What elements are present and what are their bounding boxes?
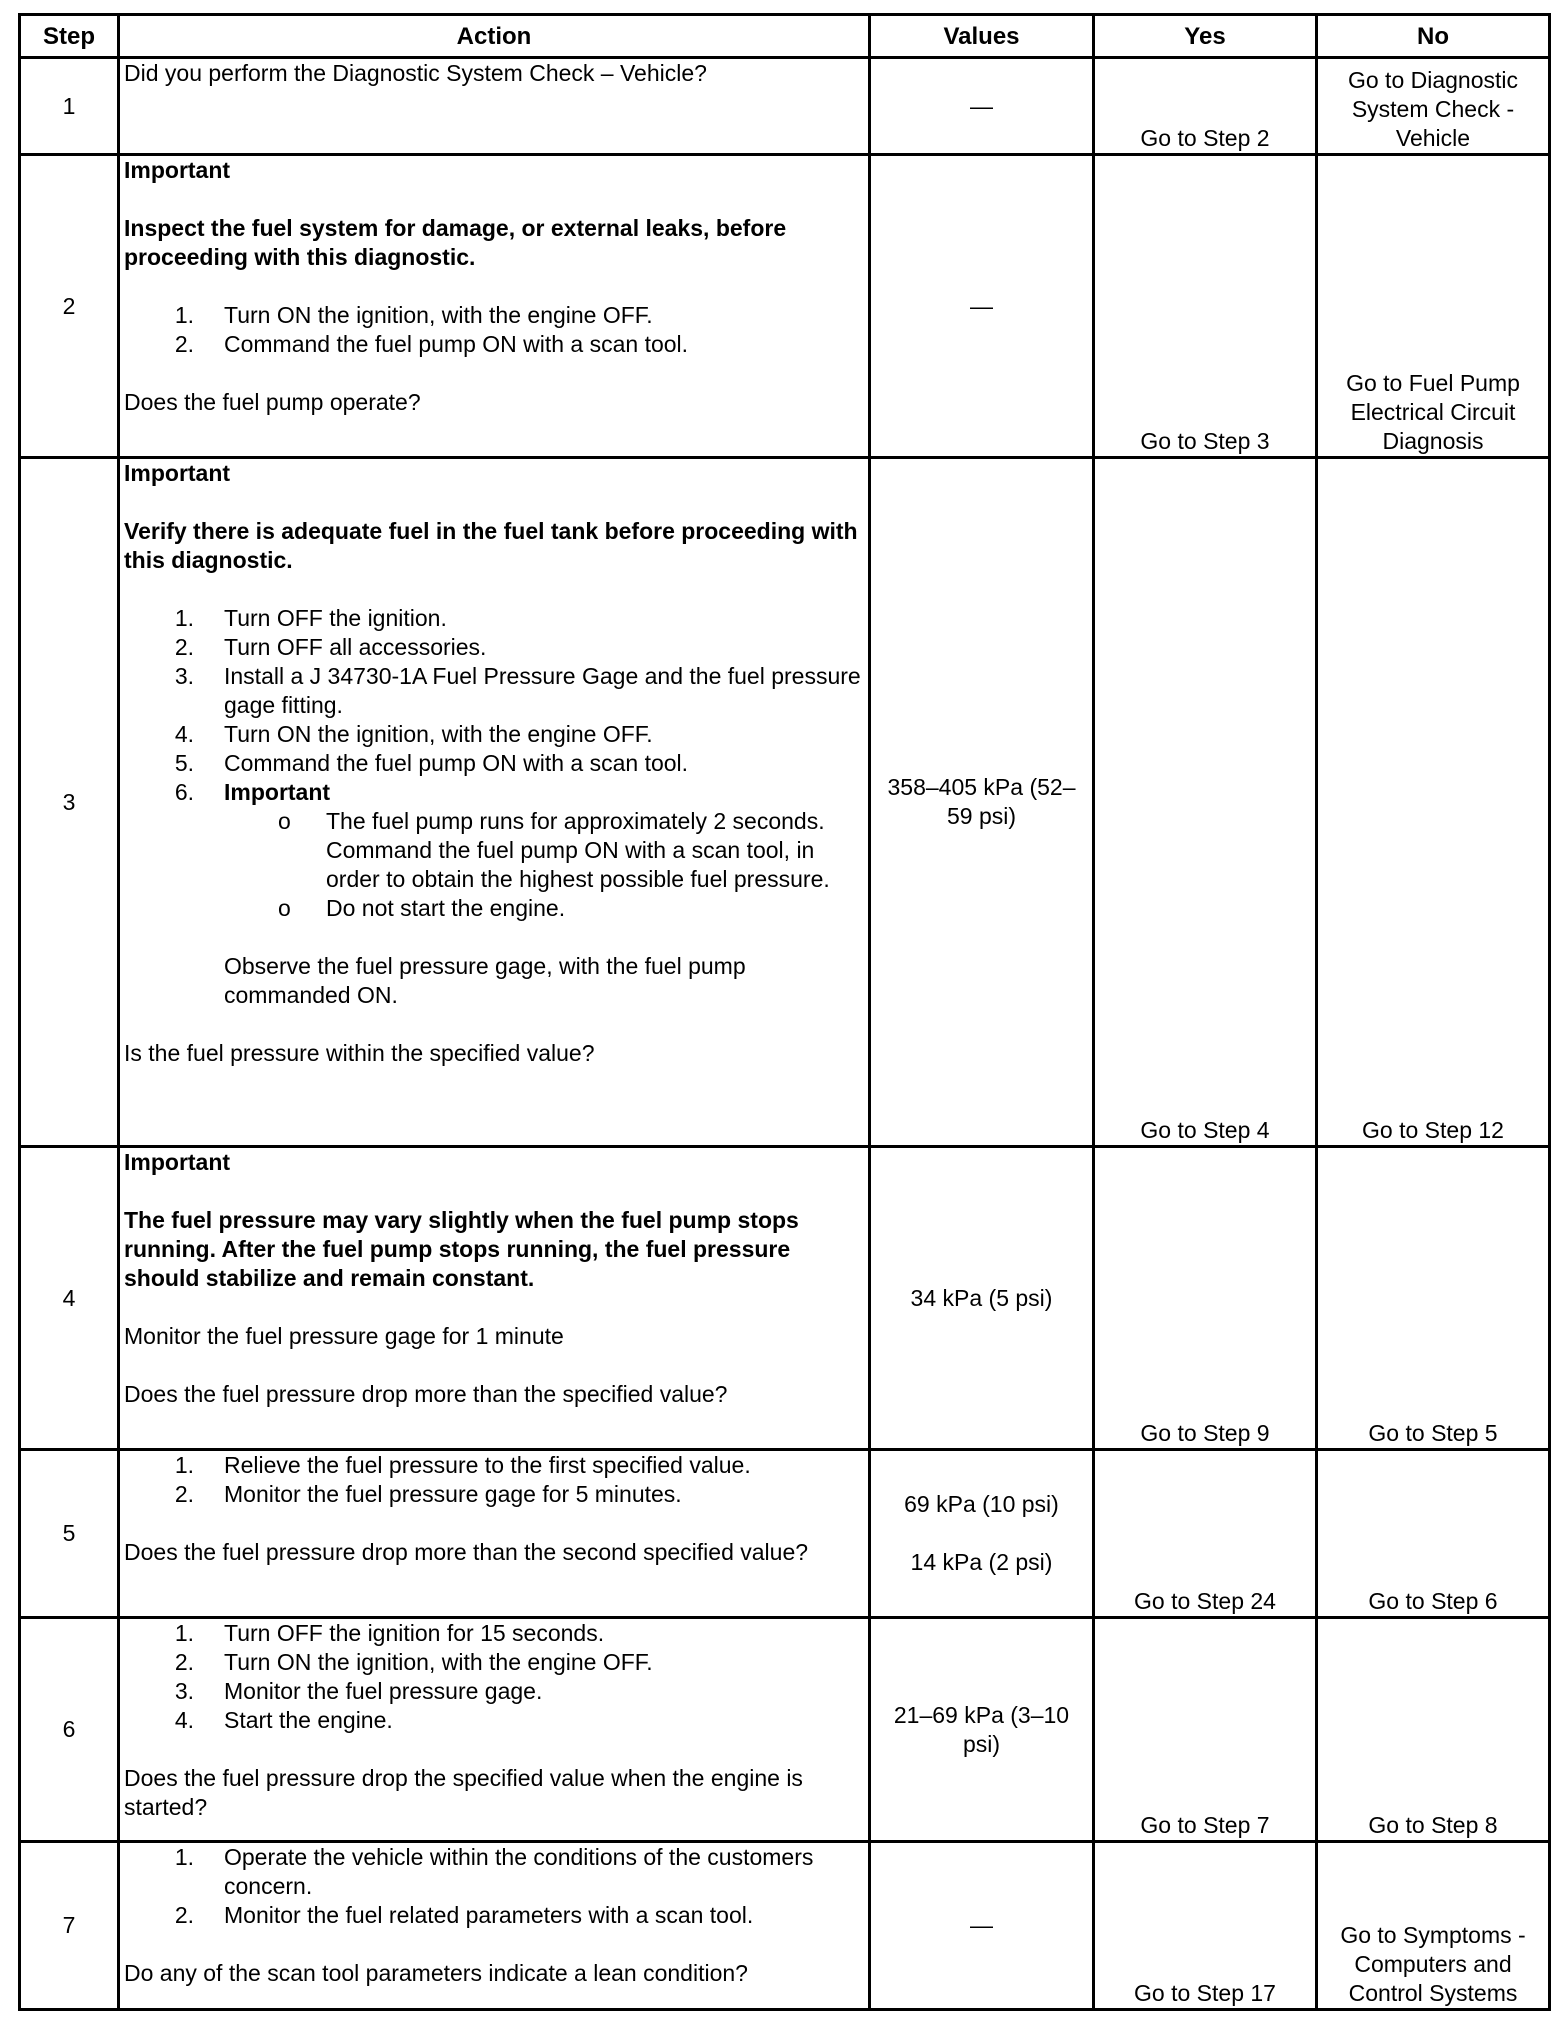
- observe-text: Observe the fuel pressure gage, with the fuel pump commanded ON.: [224, 953, 746, 1008]
- step-number: 6: [20, 1618, 119, 1842]
- procedure-list: [124, 1619, 864, 1735]
- table-row: [20, 58, 1550, 155]
- no-cell: Go to Symptoms - Computers and Control Systems: [1317, 1842, 1550, 2010]
- important-note: Verify there is adequate fuel in the fuel tank before proceeding with this diagnostic.: [124, 518, 858, 573]
- monitor-text: Monitor the fuel pressure gage for 1 minute: [124, 1323, 564, 1349]
- procedure-list: [124, 604, 864, 952]
- yes-cell: Go to Step 2: [1094, 58, 1317, 155]
- yes-cell: Go to Step 17: [1094, 1842, 1317, 2010]
- step-number: 3: [20, 458, 119, 1147]
- no-cell: Go to Step 6: [1317, 1450, 1550, 1618]
- values-cell: [870, 1450, 1094, 1618]
- header-action: Action: [119, 15, 870, 58]
- diagnostic-table: [18, 13, 1551, 2011]
- table-row: [20, 1618, 1550, 1842]
- step-number: 1: [20, 58, 119, 155]
- important-label: Important: [124, 157, 231, 183]
- question-text: Does the fuel pressure drop the specified value when the engine is started?: [124, 1765, 803, 1820]
- second-value: 14 kPa (2 psi): [910, 1549, 1053, 1575]
- important-label: Important: [124, 1149, 231, 1175]
- question-text: Did you perform the Diagnostic System Check – Vehicle?: [124, 60, 707, 86]
- table-row: [20, 458, 1550, 1147]
- first-value: 69 kPa (10 psi): [904, 1491, 1059, 1517]
- yes-cell: Go to Step 4: [1094, 458, 1317, 1147]
- list-item: 3. Install a J 34730-1A Fuel Pressure Gage and the fuel pressure gage fitting.: [174, 663, 861, 718]
- yes-cell: Go to Step 7: [1094, 1618, 1317, 1842]
- header-yes: Yes: [1094, 15, 1317, 58]
- list-item: 6. Important o The fuel pump runs for approximately 2 seconds. Command the fuel pump ON with a scan tool, in order to obtain the highest possible fuel pressure. o Do not start the engine.: [124, 778, 864, 952]
- list-item: 1. Operate the vehicle within the conditions of the customers concern.: [174, 1844, 814, 1899]
- question-text: Do any of the scan tool parameters indicate a lean condition?: [124, 1960, 748, 1986]
- header-row: [20, 15, 1550, 58]
- list-item: 3. Monitor the fuel pressure gage.: [174, 1678, 543, 1704]
- action-cell: [119, 1450, 870, 1618]
- question-text: Does the fuel pump operate?: [124, 389, 421, 415]
- action-cell: [119, 1618, 870, 1842]
- header-values: Values: [870, 15, 1094, 58]
- yes-cell: Go to Step 24: [1094, 1450, 1317, 1618]
- yes-cell: Go to Step 9: [1094, 1147, 1317, 1450]
- list-item: 2. Turn OFF all accessories.: [174, 634, 487, 660]
- header-step: Step: [20, 15, 119, 58]
- values-cell: —: [870, 155, 1094, 458]
- action-cell: [119, 155, 870, 458]
- important-note: Inspect the fuel system for damage, or external leaks, before proceeding with this diagnostic.: [124, 215, 787, 270]
- sub-list-item: o Do not start the engine.: [278, 895, 566, 921]
- question-text: Is the fuel pressure within the specified value?: [124, 1040, 595, 1066]
- list-item: 1. Turn ON the ignition, with the engine OFF.: [174, 302, 653, 328]
- list-item: 1. Relieve the fuel pressure to the first specified value.: [174, 1452, 751, 1478]
- no-cell: Go to Diagnostic System Check - Vehicle: [1317, 58, 1550, 155]
- sub-list-item: o The fuel pump runs for approximately 2 seconds. Command the fuel pump ON with a scan tool, in order to obtain the highest possible fuel pressure.: [278, 808, 830, 892]
- list-item: 5. Command the fuel pump ON with a scan tool.: [174, 750, 689, 776]
- list-item: 1. Turn OFF the ignition.: [174, 605, 447, 631]
- list-item: 2. Monitor the fuel pressure gage for 5 minutes.: [174, 1481, 682, 1507]
- step-number: 2: [20, 155, 119, 458]
- list-item: 2. Turn ON the ignition, with the engine OFF.: [174, 1649, 653, 1675]
- step-number: 4: [20, 1147, 119, 1450]
- yes-cell: Go to Step 3: [1094, 155, 1317, 458]
- list-item: 1. Turn OFF the ignition for 15 seconds.: [174, 1620, 605, 1646]
- procedure-list: [124, 301, 864, 359]
- values-cell: 358–405 kPa (52–59 psi): [870, 458, 1094, 1147]
- values-cell: 34 kPa (5 psi): [870, 1147, 1094, 1450]
- table-row: [20, 1147, 1550, 1450]
- list-item: 4. Start the engine.: [174, 1707, 393, 1733]
- list-item: 2. Command the fuel pump ON with a scan tool.: [174, 331, 689, 357]
- step-number: 7: [20, 1842, 119, 2010]
- no-cell: Go to Step 5: [1317, 1147, 1550, 1450]
- important-label: Important: [124, 460, 231, 486]
- table-row: [20, 155, 1550, 458]
- no-cell: Go to Fuel Pump Electrical Circuit Diagnosis: [1317, 155, 1550, 458]
- values-cell: 21–69 kPa (3–10 psi): [870, 1618, 1094, 1842]
- important-label: Important: [224, 779, 331, 805]
- values-cell: —: [870, 1842, 1094, 2010]
- procedure-list: [124, 1451, 864, 1509]
- step-number: 5: [20, 1450, 119, 1618]
- action-cell: [119, 1842, 870, 2010]
- table-row: [20, 1450, 1550, 1618]
- action-cell: [119, 458, 870, 1147]
- action-cell: [119, 58, 870, 155]
- no-cell: Go to Step 12: [1317, 458, 1550, 1147]
- list-item: 2. Monitor the fuel related parameters with a scan tool.: [174, 1902, 754, 1928]
- list-item: 4. Turn ON the ignition, with the engine OFF.: [174, 721, 653, 747]
- values-cell: —: [870, 58, 1094, 155]
- action-cell: [119, 1147, 870, 1450]
- procedure-list: [124, 1843, 864, 1930]
- question-text: Does the fuel pressure drop more than the second specified value?: [124, 1539, 809, 1565]
- question-text: Does the fuel pressure drop more than the specified value?: [124, 1381, 728, 1407]
- header-no: No: [1317, 15, 1550, 58]
- sub-list: [224, 807, 864, 923]
- important-note: The fuel pressure may vary slightly when the fuel pump stops running. After the fuel pump stops running, the fuel pressure should stabilize and remain constant.: [124, 1207, 799, 1291]
- no-cell: Go to Step 8: [1317, 1618, 1550, 1842]
- table-row: [20, 1842, 1550, 2010]
